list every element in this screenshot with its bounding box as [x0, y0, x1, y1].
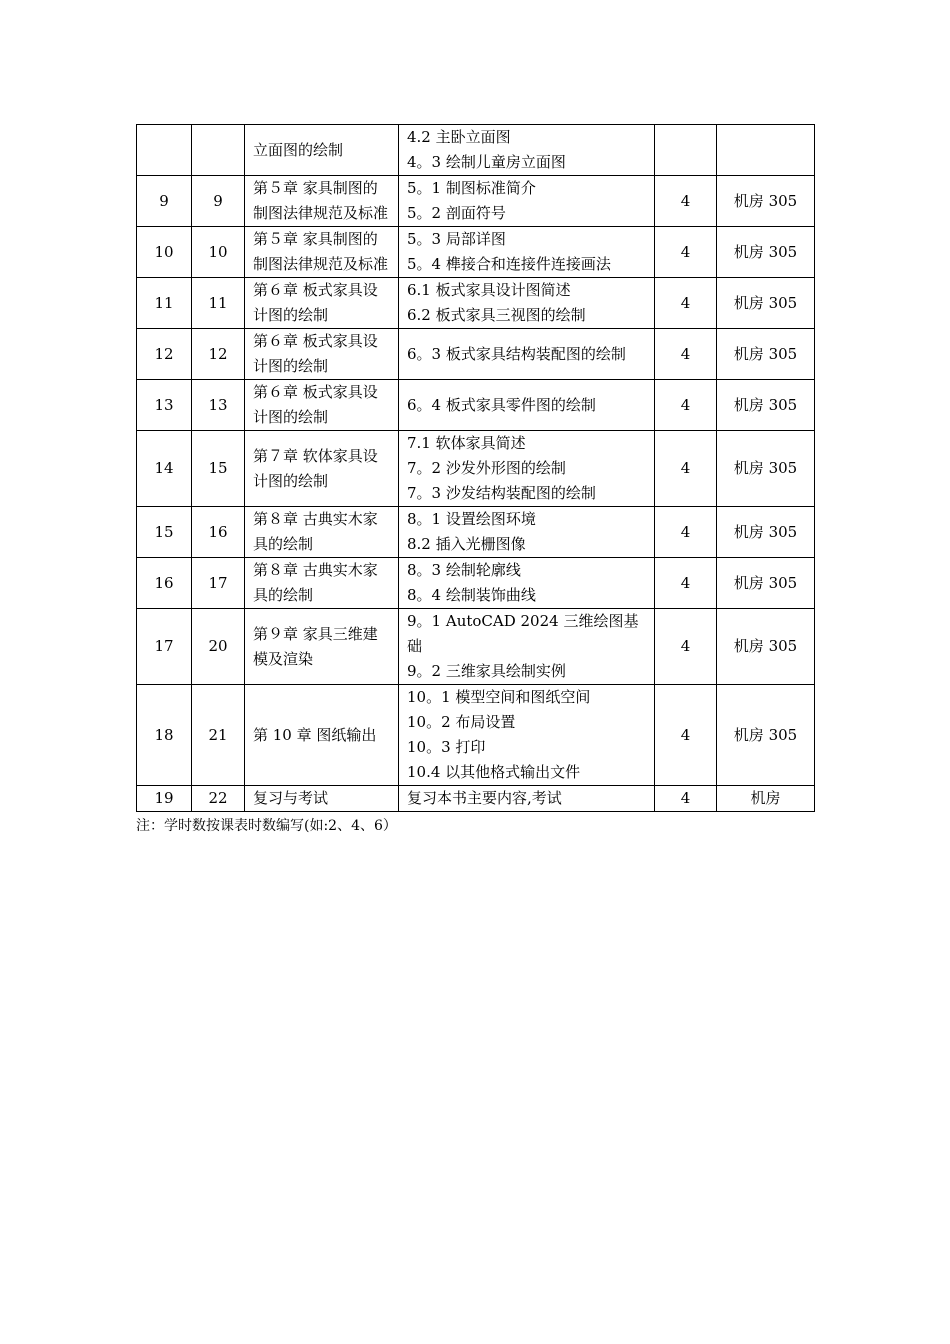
hours-cell: 4: [655, 227, 717, 278]
hours-cell: 4: [655, 329, 717, 380]
hours-cell: 4: [655, 507, 717, 558]
room-cell: 机房 305: [717, 609, 815, 685]
chapter-text: 第６章 板式家具设计图的绘制: [253, 281, 378, 324]
content-line: 6.1 板式家具设计图简述: [407, 281, 571, 299]
content-line: 5。3 局部详图: [407, 230, 506, 248]
session-cell: 17: [192, 558, 245, 609]
chapter-cell: [245, 786, 399, 812]
course-schedule-table: [136, 124, 815, 812]
hours-cell: [655, 125, 717, 176]
table-row: [137, 558, 815, 609]
session-cell: 20: [192, 609, 245, 685]
session-cell: 16: [192, 507, 245, 558]
room-cell: 机房 305: [717, 176, 815, 227]
hours-cell: 4: [655, 558, 717, 609]
chapter-text: 第 10 章 图纸输出: [253, 725, 377, 744]
content-line: 8.2 插入光栅图像: [407, 535, 526, 553]
content-line: 4.2 主卧立面图: [407, 128, 511, 146]
week-cell: [137, 125, 192, 176]
content-line: 8。3 绘制轮廓线: [407, 561, 521, 579]
table-row: [137, 227, 815, 278]
hours-cell: 4: [655, 278, 717, 329]
room-cell: 机房 305: [717, 685, 815, 786]
chapter-cell: [245, 329, 399, 380]
hours-cell: 4: [655, 176, 717, 227]
room-cell: [717, 125, 815, 176]
week-cell: 16: [137, 558, 192, 609]
content-cell: [399, 507, 655, 558]
session-cell: 22: [192, 786, 245, 812]
content-cell: [399, 609, 655, 685]
content-cell: [399, 227, 655, 278]
room-cell: 机房 305: [717, 507, 815, 558]
content-line: 6.2 板式家具三视图的绘制: [407, 306, 586, 324]
content-cell: [399, 685, 655, 786]
week-cell: 9: [137, 176, 192, 227]
session-cell: 15: [192, 431, 245, 507]
chapter-cell: [245, 125, 399, 176]
content-line: 10.4 以其他格式输出文件: [407, 763, 581, 781]
chapter-text: 第９章 家具三维建模及渲染: [253, 624, 378, 668]
chapter-cell: [245, 278, 399, 329]
week-cell: 11: [137, 278, 192, 329]
week-cell: 15: [137, 507, 192, 558]
content-line: 7。3 沙发结构装配图的绘制: [407, 484, 596, 502]
hours-cell: 4: [655, 431, 717, 507]
table-row: [137, 176, 815, 227]
chapter-cell: [245, 431, 399, 507]
week-cell: 12: [137, 329, 192, 380]
content-cell: [399, 329, 655, 380]
content-cell: [399, 431, 655, 507]
session-cell: 11: [192, 278, 245, 329]
content-cell: [399, 176, 655, 227]
content-cell: [399, 786, 655, 812]
table-row: [137, 380, 815, 431]
room-cell: 机房: [717, 786, 815, 812]
content-line: 8。1 设置绘图环境: [407, 510, 536, 528]
hours-cell: 4: [655, 786, 717, 812]
chapter-text: 第８章 古典实木家具的绘制: [253, 561, 378, 604]
room-cell: 机房 305: [717, 431, 815, 507]
content-line: 6。4 板式家具零件图的绘制: [407, 395, 596, 414]
chapter-cell: [245, 558, 399, 609]
chapter-text: 第５章 家具制图的制图法律规范及标准: [253, 230, 389, 273]
session-cell: [192, 125, 245, 176]
content-line: 10。3 打印: [407, 738, 486, 756]
session-cell: 9: [192, 176, 245, 227]
chapter-text: 第５章 家具制图的制图法律规范及标准: [253, 179, 389, 222]
chapter-cell: [245, 380, 399, 431]
week-cell: 14: [137, 431, 192, 507]
table-body: [137, 125, 815, 812]
table-row: [137, 609, 815, 685]
content-cell: [399, 278, 655, 329]
schedule-sheet: [136, 124, 814, 837]
chapter-text: 复习与考试: [253, 789, 329, 807]
chapter-cell: [245, 685, 399, 786]
chapter-text: 第８章 古典实木家具的绘制: [253, 510, 378, 553]
hours-cell: 4: [655, 685, 717, 786]
hours-cell: 4: [655, 380, 717, 431]
chapter-text: 第６章 板式家具设计图的绘制: [253, 383, 378, 426]
session-cell: 10: [192, 227, 245, 278]
content-line: 10。1 模型空间和图纸空间: [407, 688, 591, 706]
content-cell: [399, 125, 655, 176]
room-cell: 机房 305: [717, 278, 815, 329]
content-line: 9。2 三维家具绘制实例: [407, 662, 566, 680]
room-cell: 机房 305: [717, 558, 815, 609]
content-line: 5。2 剖面符号: [407, 204, 506, 222]
table-row: [137, 786, 815, 812]
week-cell: 18: [137, 685, 192, 786]
table-row: [137, 125, 815, 176]
room-cell: 机房 305: [717, 227, 815, 278]
session-cell: 12: [192, 329, 245, 380]
session-cell: 21: [192, 685, 245, 786]
table-row: [137, 431, 815, 507]
chapter-cell: [245, 176, 399, 227]
hours-cell: 4: [655, 609, 717, 685]
content-line: 9。1 AutoCAD 2024 三维绘图基础: [407, 612, 639, 655]
content-line: 7。2 沙发外形图的绘制: [407, 459, 566, 477]
chapter-text: 第７章 软体家具设计图的绘制: [253, 446, 378, 490]
week-cell: 17: [137, 609, 192, 685]
content-line: 8。4 绘制装饰曲线: [407, 586, 536, 604]
room-cell: 机房 305: [717, 329, 815, 380]
chapter-text: 立面图的绘制: [253, 140, 344, 159]
content-cell: [399, 558, 655, 609]
chapter-cell: [245, 227, 399, 278]
chapter-text: 第６章 板式家具设计图的绘制: [253, 332, 378, 375]
content-line: 4。3 绘制儿童房立面图: [407, 153, 566, 171]
footnote: 注：学时数按课表时数编写(如:2、4、6）: [136, 818, 397, 834]
table-row: [137, 507, 815, 558]
content-line: 5。1 制图标准简介: [407, 179, 536, 197]
session-cell: 13: [192, 380, 245, 431]
content-line: 6。3 板式家具结构装配图的绘制: [407, 344, 626, 363]
content-line: 10。2 布局设置: [407, 713, 516, 731]
week-cell: 13: [137, 380, 192, 431]
table-row: [137, 278, 815, 329]
content-line: 5。4 榫接合和连接件连接画法: [407, 255, 611, 273]
content-cell: [399, 380, 655, 431]
chapter-cell: [245, 609, 399, 685]
room-cell: 机房 305: [717, 380, 815, 431]
table-row: [137, 685, 815, 786]
table-row: [137, 329, 815, 380]
week-cell: 19: [137, 786, 192, 812]
content-line: 复习本书主要内容,考试: [407, 789, 562, 807]
content-line: 7.1 软体家具简述: [407, 434, 526, 452]
week-cell: 10: [137, 227, 192, 278]
chapter-cell: [245, 507, 399, 558]
